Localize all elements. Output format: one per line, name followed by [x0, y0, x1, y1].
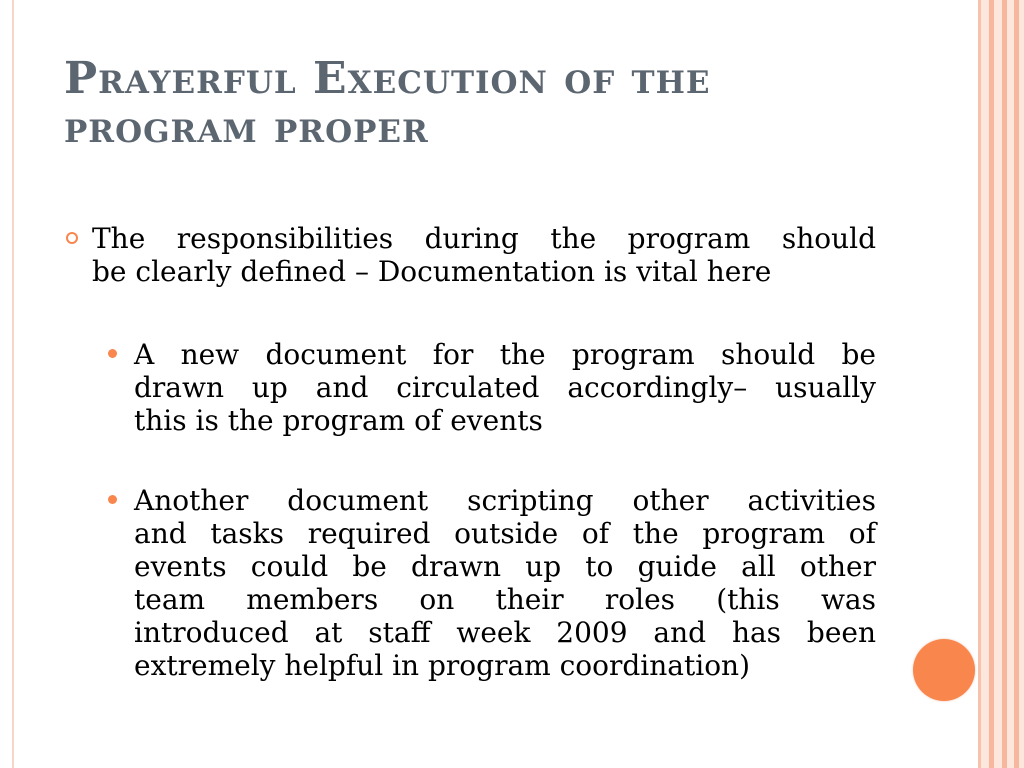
- ring-bullet-icon: [66, 232, 78, 244]
- stripe: [1019, 0, 1024, 768]
- bullet-item-responsibilities: [92, 222, 876, 288]
- sub-bullet-text-line: and tasks required outside of the program of: [134, 517, 876, 550]
- sub-bullet-text-line: team members on their roles (this was: [134, 583, 876, 616]
- bullet-text-line: The responsibilities during the program should: [92, 222, 876, 255]
- dot-bullet-icon: [108, 495, 117, 504]
- orange-circle-decoration: [913, 639, 975, 701]
- stripe: [994, 0, 1002, 768]
- sub-bullet-text-line: extremely helpful in program coordination): [134, 649, 751, 682]
- sub-bullet-item-another-document: [134, 484, 876, 682]
- sub-bullet-text-line: drawn up and circulated accordingly– usually: [134, 371, 876, 404]
- bullet-text-line: be clearly defined – Documentation is vital here: [92, 255, 772, 288]
- stripe: [1007, 0, 1014, 768]
- sub-bullet-item-new-document: [134, 338, 876, 437]
- sub-bullet-text-line: introduced at staff week 2009 and has been: [134, 616, 876, 649]
- sub-bullet-text-line: events could be drawn up to guide all other: [134, 550, 876, 583]
- stripe: [981, 0, 989, 768]
- sub-bullet-text-line: A new document for the program should be: [134, 338, 876, 371]
- slide-title: Prayerful Execution of the program proper: [64, 53, 711, 153]
- sub-bullet-text-line: Another document scripting other activities: [134, 484, 876, 517]
- slide-frame-left-line: [12, 0, 14, 768]
- dot-bullet-icon: [108, 349, 117, 358]
- sub-bullet-text-line: this is the program of events: [134, 404, 543, 437]
